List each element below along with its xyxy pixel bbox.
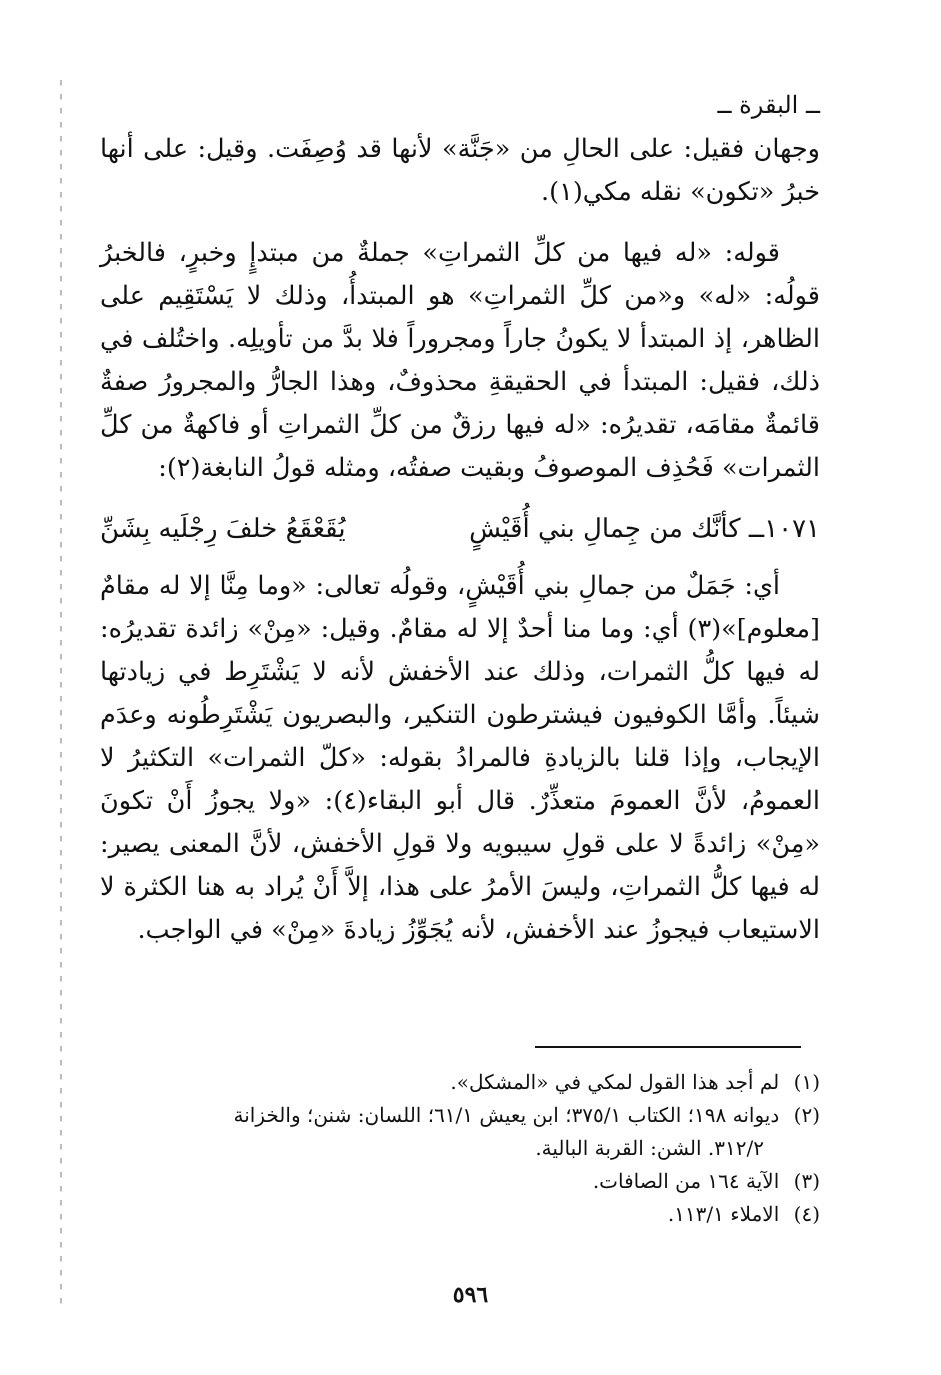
footnote: [100, 1165, 820, 1198]
footnote-continuation: ٣١٢/٢. الشن: القربة البالية.: [535, 1136, 764, 1160]
footnote-number: (٢): [793, 1103, 820, 1127]
paragraph: وجهان فقيل: على الحالِ من «جَنَّة» لأنها قد وُصِفَت. وقيل: على أنها خبرُ «تكون» نقله مكي(١).: [100, 134, 820, 207]
verse-number: ١٠٧١ــ: [748, 514, 820, 544]
page-number: ٥٩٦: [452, 1282, 489, 1308]
main-text: [100, 128, 820, 970]
footnote-text: لم أجد هذا القول لمكي في «المشكل».: [450, 1070, 780, 1094]
margin-scan-dots: [60, 80, 62, 1310]
footnotes: [100, 1066, 820, 1231]
footnote-separator: [535, 1046, 801, 1048]
footnote: [100, 1198, 820, 1231]
footnote-number: (١): [793, 1070, 820, 1094]
footnote: [100, 1066, 820, 1099]
poetry-verse: [100, 508, 820, 551]
paragraph: أي: جَمَلٌ من جمالِ بني أُقَيْشٍ، وقولُه تعالى: «وما مِنَّا إلا له مقامٌ [معلوم]»(٣) أي: وما منا أحدٌ إلا له مقامٌ. وقيل: «مِنْ» زائدة تقديرُه: له فيها كلُّ الثمرات، وذلك عند الأخفش لأنه لا يَشْتَرِط في زيادتها شيئاً. وأمَّا الكوفيون فيشترطون التنكير، والبصريون يَشْتَرِطُونه وعدَم الإيجاب، وإذا قلنا بالزيادةِ فالمرادُ بقوله: «كلّ الثمرات» التكثيرُ لا العمومُ، لأنَّ العمومَ متعذِّرٌ. قال أبو البقاء(٤): «ولا يجوزُ أَنْ تكونَ «مِنْ» زائدةً لا على قولِ سيبويه ولا قولِ الأخفش، لأنَّ المعنى يصير: له فيها كلُّ الثمراتِ، وليسَ الأمرُ على هذا، إلاَّ أَنْ يُراد به هنا الكثرة لا الاستيعاب فيجوزُ عند الأخفش، لأنه يُجَوِّزُ زيادةَ «مِنْ» في الواجب.: [100, 571, 821, 945]
verse-second-hemistich: يُقَعْقَعُ خلفَ رِجْلَيه بِشَنِّ: [100, 514, 346, 544]
verse-first-hemistich: [469, 508, 820, 551]
footnote: [100, 1099, 820, 1132]
verse-first-text: كأنَّك من جِمالِ بني أُقَيْشٍ: [469, 514, 741, 544]
footnote-text: ديوانه ١٩٨؛ الكتاب ٣٧٥/١؛ ابن يعيش ٦١/١؛ اللسان: شنن؛ والخزانة: [233, 1103, 780, 1127]
paragraph: قوله: «له فيها من كلِّ الثمراتِ» جملةٌ من مبتدإٍ وخبرٍ، فالخبرُ قولُه: «له» و«من كلِّ الثمراتِ» هو المبتدأُ، وذلك لا يَسْتَقِيم على الظاهر، إذ المبتدأ لا يكونُ جاراً ومجروراً فلا بدَّ من تأويلِه. واختُلف في ذلك، فقيل: المبتدأ في الحقيقةِ محذوفٌ، وهذا الجارُّ والمجرورُ صفةٌ قائمةٌ مقامَه، تقديرُه: «له فيها رزقٌ من كلِّ الثمراتِ أو فاكهةٌ من كلِّ الثمرات» فَحُذِف الموصوفُ وبقيت صفتُه، ومثله قولُ النابغة(٢):: [100, 238, 820, 483]
footnote-text: الاملاء ١١٣/١.: [667, 1202, 780, 1226]
footnote-text: الآية ١٦٤ من الصافات.: [592, 1169, 780, 1193]
running-header: ــ البقرة ــ: [717, 91, 820, 119]
footnote-number: (٤): [793, 1202, 820, 1226]
footnote-number: (٣): [793, 1169, 820, 1193]
